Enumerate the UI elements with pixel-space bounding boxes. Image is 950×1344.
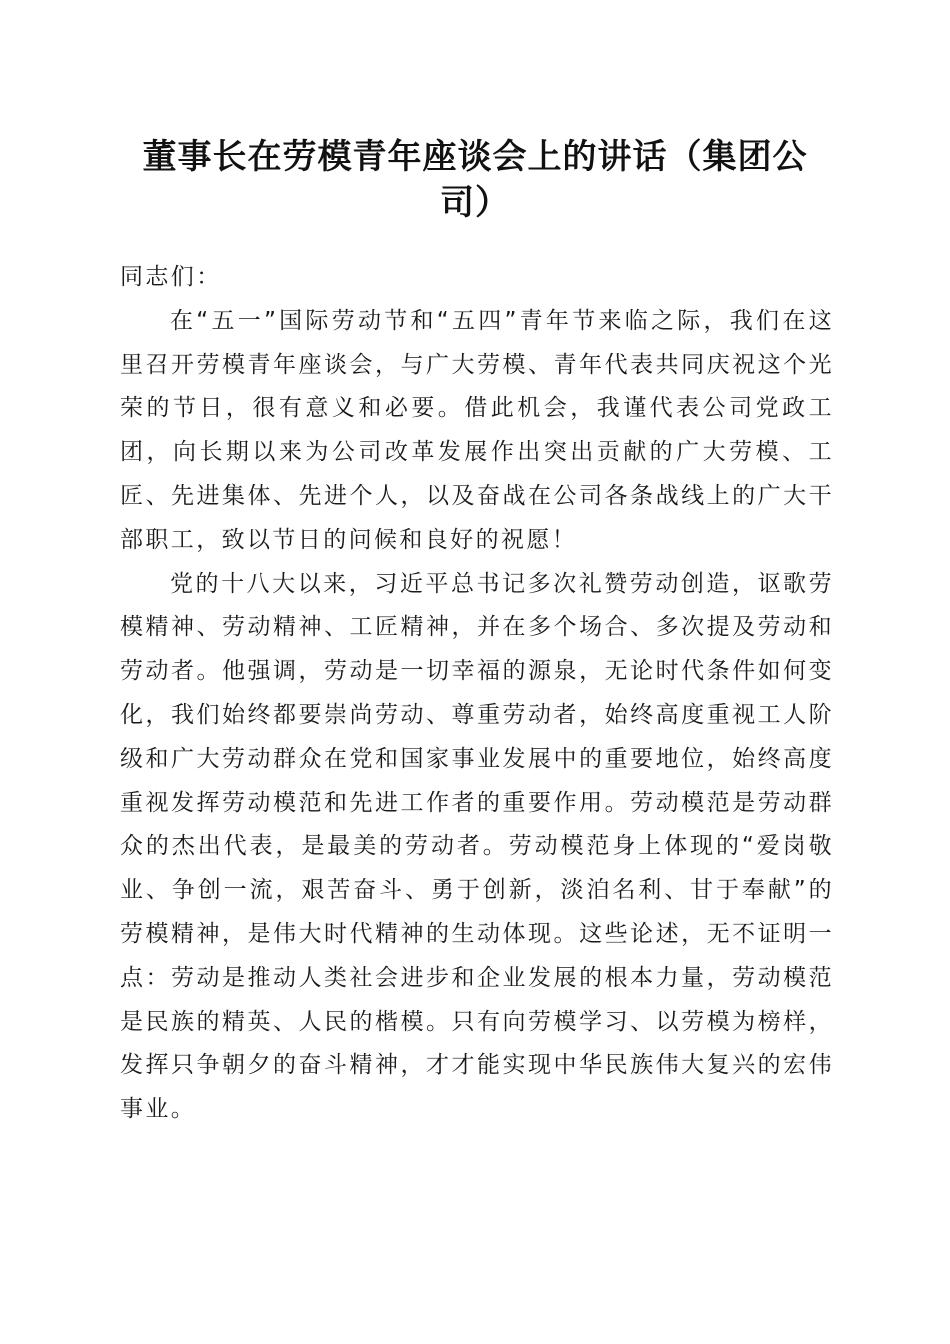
paragraph-1: 在“五一”国际劳动节和“五四”青年节来临之际，我们在这里召开劳模青年座谈会，与广大劳模、青年代表共同庆祝这个光荣的节日，很有意义和必要。借此机会，我谨代表公司党政工团，向长期以来为公司改革发展作出突出贡献的广大劳模、工匠、先进集体、先进个人，以及奋战在公司各条战线上的广大干部职工，致以节日的问候和良好的祝愿！ bbox=[120, 307, 834, 553]
paragraph-2: 党的十八大以来，习近平总书记多次礼赞劳动创造，讴歌劳模精神、劳动精神、工匠精神，并在多个场合、多次提及劳动和劳动者。他强调，劳动是一切幸福的源泉，无论时代条件如何变化，我们始终都要崇尚劳动、尊重劳动者，始终高度重视工人阶级和广大劳动群众在党和国家事业发展中的重要地位，始终高度重视发挥劳动模范和先进工作者的重要作用。劳动模范是劳动群众的杰出代表，是最美的劳动者。劳动模范身上体现的“爱岗敬业、争创一流，艰苦奋斗、勇于创新，淡泊名利、甘于奉献”的劳模精神，是伟大时代精神的生动体现。这些论述，无不证明一点：劳动是推动人类社会进步和企业发展的根本力量，劳动模范是民族的精英、人民的楷模。只有向劳模学习、以劳模为榜样，发挥只争朝夕的奋斗精神，才才能实现中华民族伟大复兴的宏伟事业。 bbox=[120, 570, 834, 1123]
document-body bbox=[120, 256, 834, 1132]
salutation: 同志们： bbox=[120, 264, 222, 290]
document-title: 董事长在劳模青年座谈会上的讲话（集团公司） bbox=[142, 137, 808, 223]
